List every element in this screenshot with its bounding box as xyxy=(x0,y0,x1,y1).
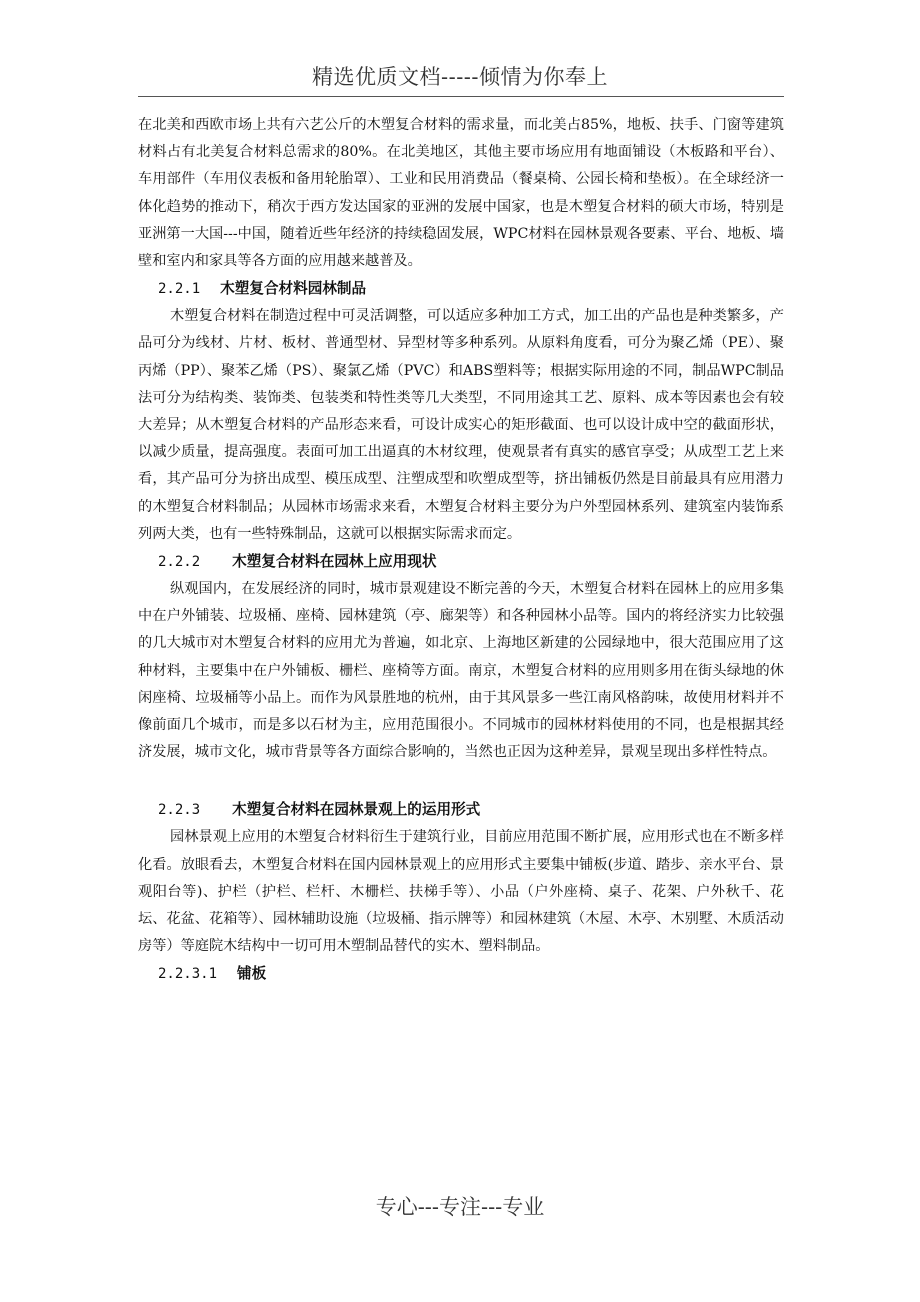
section-heading-2-2-3-1 xyxy=(138,960,784,988)
section-number: 2.2.3 xyxy=(158,802,201,819)
section-title: 木塑复合材料园林制品 xyxy=(220,280,367,298)
intro-paragraph: 在北美和西欧市场上共有六艺公斤的木塑复合材料的需求量，而北美占85%，地板、扶手、门窗等建筑材料占有北美复合材料总需求的80%。在北美地区，其他主要市场应用有地面铺设（木板路和平台）、车用部件（车用仪表板和备用轮胎罩）、工业和民用消费品（餐桌椅、公园长椅和垫板）。在全球经济一体化趋势的推动下，稍次于西方发达国家的亚洲的发展中国家，也是木塑复合材料的硕大市场，特别是亚洲第一大国---中国，随着近些年经济的持续稳固发展，WPC材料在园林景观各要素、平台、地板、墙壁和室内和家具等各方面的应用越来越普及。 xyxy=(138,117,784,270)
section-heading-2-2-1 xyxy=(138,275,784,303)
page-header: 精选优质文档-----倾情为你奉上 xyxy=(312,65,608,89)
section-title: 铺板 xyxy=(237,965,267,983)
header-divider xyxy=(138,96,784,97)
section-title: 木塑复合材料在园林上应用现状 xyxy=(232,553,437,571)
section-2-2-1-paragraph: 木塑复合材料在制造过程中可灵活调整，可以适应多种加工方式，加工出的产品也是种类繁多，产品可分为线材、片材、板材、普通型材、异型材等多种系列。从原料角度看，可分为聚乙烯（PE）、聚丙烯（PP）、聚苯乙烯（PS）、聚氯乙烯（PVC）和ABS塑料等；根据实际用途的不同，制品WPC制品法可分为结构类、装饰类、包装类和特性类等几大类型，不同用途其工艺、原料、成本等因素也会有较大差异；从木塑复合材料的产品形态来看，可设计成实心的矩形截面、也可以设计成中空的截面形状，以减少质量，提高强度。表面可加工出逼真的木材纹理，使观景者有真实的感官享受；从成型工艺上来看，其产品可分为挤出成型、模压成型、注塑成型和吹塑成型等，挤出铺板仍然是目前最具有应用潜力的木塑复合材料制品；从园林市场需求来看，木塑复合材料主要分为户外型园林系列、建筑室内装饰系列两大类，也有一些特殊制品，这就可以根据实际需求而定。 xyxy=(138,308,784,542)
document-body xyxy=(138,112,784,988)
paragraph-spacer xyxy=(138,766,784,796)
section-number: 2.2.3.1 xyxy=(158,966,218,983)
section-number: 2.2.1 xyxy=(158,281,201,298)
page-footer: 专心---专注---专业 xyxy=(375,1195,545,1219)
section-heading-2-2-3 xyxy=(138,796,784,824)
section-title: 木塑复合材料在园林景观上的运用形式 xyxy=(232,801,481,819)
section-heading-2-2-2 xyxy=(138,548,784,576)
section-2-2-2-paragraph: 纵观国内，在发展经济的同时，城市景观建设不断完善的今天，木塑复合材料在园林上的应用多集中在户外铺装、垃圾桶、座椅、园林建筑（亭、廊架等）和各种园林小品等。国内的将经济实力比较强的几大城市对木塑复合材料的应用尤为普遍，如北京、上海地区新建的公园绿地中，很大范围应用了这种材料，主要集中在户外铺板、栅栏、座椅等方面。南京，木塑复合材料的应用则多用在街头绿地的休闲座椅、垃圾桶等小品上。而作为风景胜地的杭州，由于其风景多一些江南风格韵味，故使用材料并不像前面几个城市，而是多以石材为主，应用范围很小。不同城市的园林材料使用的不同，也是根据其经济发展，城市文化，城市背景等各方面综合影响的，当然也正因为这种差异，景观呈现出多样性特点。 xyxy=(138,581,784,761)
section-2-2-3-paragraph: 园林景观上应用的木塑复合材料衍生于建筑行业，目前应用范围不断扩展，应用形式也在不断多样化看。放眼看去，木塑复合材料在国内园林景观上的应用形式主要集中铺板(步道、踏步、亲水平台、景观阳台等)、护栏（护栏、栏杆、木栅栏、扶梯手等）、小品（户外座椅、桌子、花架、户外秋千、花坛、花盆、花箱等）、园林辅助设施（垃圾桶、指示牌等）和园林建筑（木屋、木亭、木别墅、木质活动房等）等庭院木结构中一切可用木塑制品替代的实木、塑料制品。 xyxy=(138,829,784,955)
section-number: 2.2.2 xyxy=(158,554,201,571)
